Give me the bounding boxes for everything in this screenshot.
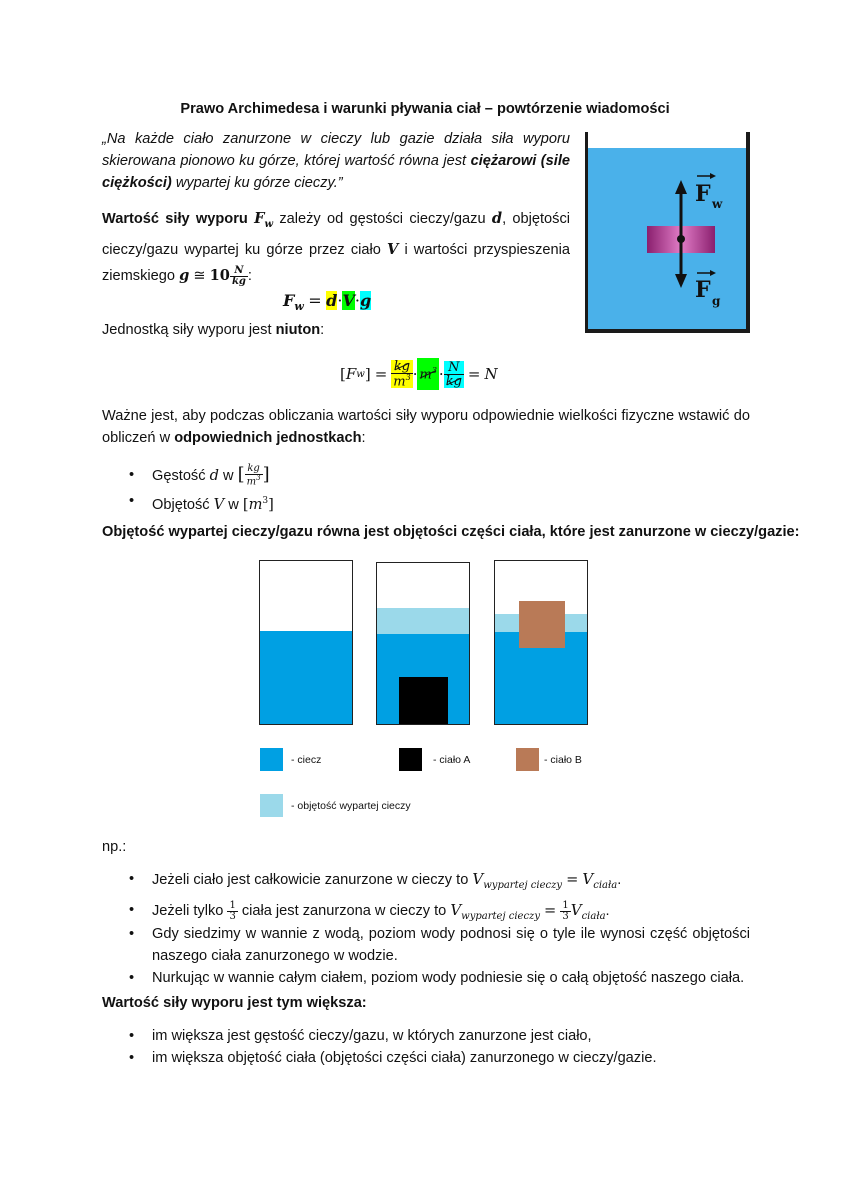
archimedes-quote: „Na każde ciało zanurzone w cieczy lub gazie działa siła wyporu skierowana pionowo ku górze, której wartość równa jest ciężarowi (sile ciężkości) wypartej ku górze cieczy.” [102, 131, 570, 191]
fg-subscript: g [712, 294, 721, 308]
displaced-volume-heading: Objętość wypartej cieczy/gazu równa jest objętości części ciała, które jest zanurzone w cieczy/gazie: [102, 524, 800, 540]
beaker-body-b [494, 560, 588, 725]
examples-label: np.: [102, 839, 127, 855]
body-a [399, 677, 448, 725]
beaker-body-a [376, 562, 470, 725]
legend-body-b-label: - ciało B [544, 754, 582, 766]
unit-derivation: [ F w ] = $\frac{kg}{m^3}$ · $m^3$ · $\frac{N}{kg}$ = N [340, 358, 498, 390]
list-item: • im większa jest gęstość cieczy/gazu, w których zanurzone jest ciało, [102, 1025, 750, 1047]
beaker-empty [259, 560, 353, 725]
list-item: • Gęstość d w [ $\frac{kg}{m^3}$ ] [102, 460, 750, 490]
fg-label: F [695, 277, 711, 303]
list-item: • im większa objętość ciała (objętości części ciała) zanurzonego w cieczy/gazie. [102, 1047, 750, 1069]
units-paragraph: Ważne jest, aby podczas obliczania wartości siły wyporu odpowiednie wielkości fizyczne wstawić do obliczeń w odpowiednich jednostkach: [102, 408, 750, 446]
buoyancy-formula: $F_w = d\cdot V\cdot g$ [283, 291, 372, 314]
list-item: • Jeżeli ciało jest całkowicie zanurzone w cieczy to $V_{wypartej cieczy} = V_{ciała}$. [102, 868, 750, 897]
list-item: • Nurkując w wannie całym ciałem, poziom wody podniesie się o całą objętość naszego ciała. [102, 967, 750, 989]
list-item: • Objętość V w $[m^3]$ [102, 490, 750, 516]
larger-force-list [102, 1025, 750, 1069]
legend-displaced-label: - objętość wypartej cieczy [291, 800, 411, 812]
fw-label: F [695, 181, 711, 207]
examples-list [102, 868, 750, 989]
legend-liquid-swatch [260, 748, 283, 771]
body-b [519, 601, 565, 648]
displaced-liquid [377, 608, 469, 634]
fw-subscript: w [712, 197, 723, 211]
buoyancy-definition: Wartość siły wyporu $F_w$ zależy od gęstości cieczy/gazu d, objętości cieczy/gazu wypartej ku górze przez ciało V i wartości przyspieszenia ziemskiego g ≅ 10 $\frac{N}{kg}$ : [102, 210, 570, 287]
list-item: • Gdy siedzimy w wannie z wodą, poziom wody podnosi się o tyle ile wynosi część objętości naszego ciała zanurzonego w wodzie. [102, 923, 750, 967]
unit-intro: Jednostką siły wyporu jest niuton: [102, 322, 325, 338]
legend-body-b-swatch [516, 748, 539, 771]
units-list [102, 460, 750, 516]
archimedes-tank-figure [585, 130, 750, 335]
center-point [677, 235, 685, 243]
legend-body-a-label: - ciało A [433, 754, 471, 766]
liquid [260, 631, 352, 724]
page-title: Prawo Archimedesa i warunki pływania ciał – powtórzenie wiadomości [180, 101, 670, 117]
list-item: • Jeżeli tylko $\frac{1}{3}$ ciała jest zanurzona w cieczy to $V_{wypartej cieczy}$ = $\frac{1}{3}$ $V_{ciała}$. [102, 897, 750, 923]
legend-liquid-label: - ciecz [291, 754, 322, 766]
legend-displaced-swatch [260, 794, 283, 817]
larger-force-heading: Wartość siły wyporu jest tym większa: [102, 995, 367, 1011]
legend-body-a-swatch [399, 748, 422, 771]
